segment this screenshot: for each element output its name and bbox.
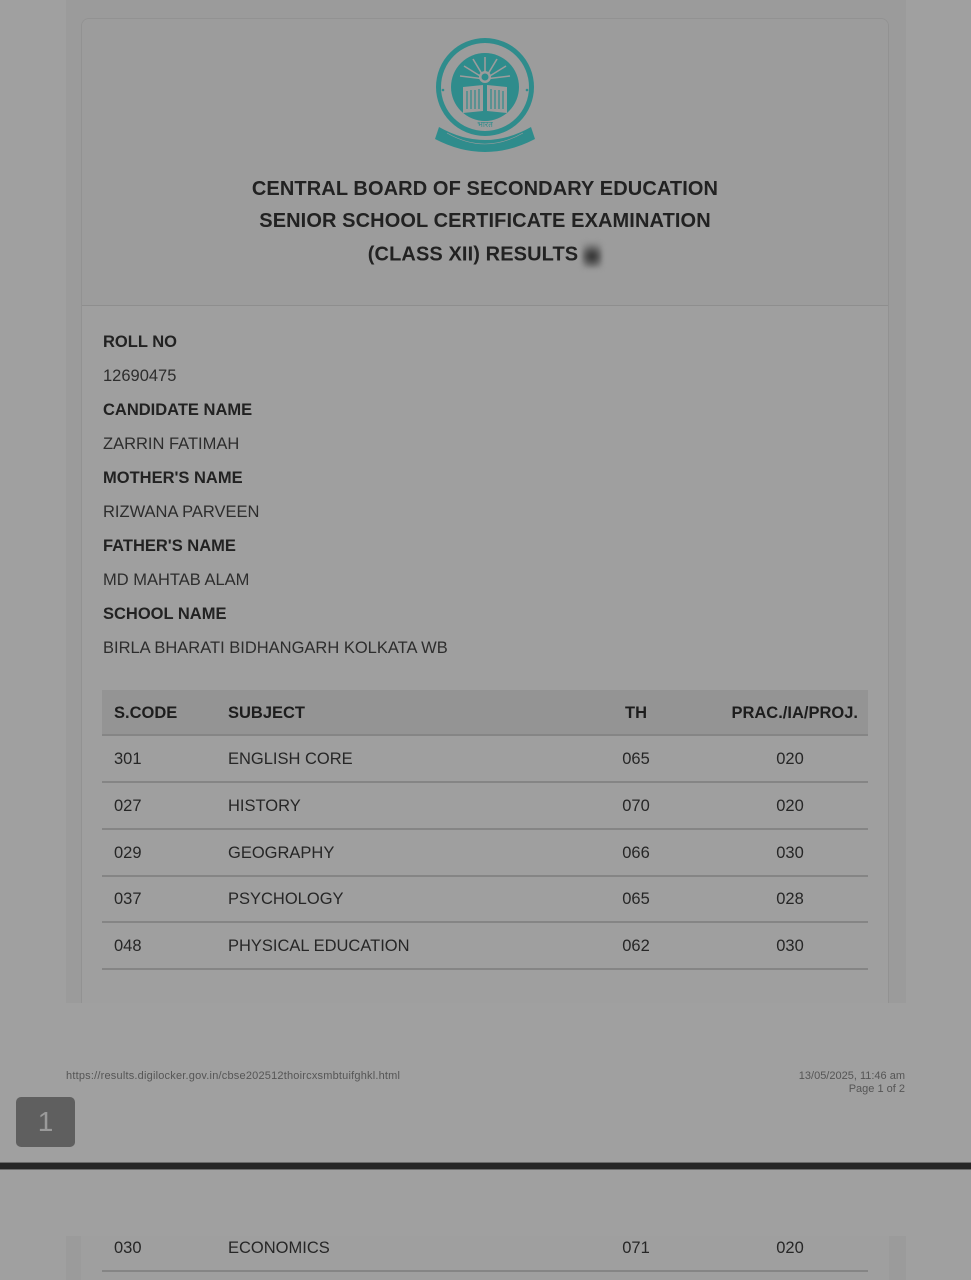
practical-marks: 030: [776, 937, 804, 955]
page-number-badge[interactable]: 1: [16, 1097, 75, 1147]
print-footer-url: https://results.digilocker.gov.in/cbse202512thoircxsmbtuifghkl.html: [66, 1070, 401, 1082]
table-row: [102, 876, 868, 923]
practical-marks: 020: [776, 1239, 804, 1257]
father-name-label: FATHER'S NAME: [103, 537, 236, 555]
subject-name: ECONOMICS: [228, 1239, 330, 1257]
roll-no-label: ROLL NO: [103, 333, 177, 351]
table-row: [102, 783, 868, 830]
practical-marks: 030: [776, 844, 804, 862]
theory-marks: 065: [622, 750, 650, 768]
results-title: [82, 242, 888, 268]
result-header: [82, 19, 888, 306]
board-title: CENTRAL BOARD OF SECONDARY EDUCATION: [251, 178, 719, 200]
candidate-name-value: ZARRIN FATIMAH: [103, 435, 240, 453]
subject-code: 030: [114, 1239, 142, 1257]
subject-code: 027: [114, 797, 142, 815]
results-title-text: (CLASS XII) RESULTS: [367, 243, 579, 266]
father-name-value: MD MAHTAB ALAM: [103, 571, 250, 589]
table-row: [102, 923, 868, 970]
subject-code: 048: [114, 937, 142, 955]
marks-table-continued: [102, 1225, 868, 1280]
mother-name-label: MOTHER'S NAME: [103, 469, 243, 487]
exam-title: SENIOR SCHOOL CERTIFICATE EXAMINATION: [259, 210, 711, 232]
school-name-label: SCHOOL NAME: [103, 605, 227, 623]
column-header-th: TH: [625, 704, 647, 722]
subject-name: HISTORY: [228, 797, 301, 815]
theory-marks: 071: [622, 1239, 650, 1257]
subject-code: 301: [114, 750, 142, 768]
table-row: [102, 830, 868, 877]
print-datetime: 13/05/2025, 11:46 am: [798, 1070, 905, 1082]
subject-name: GEOGRAPHY: [228, 844, 335, 862]
svg-text:भारत: भारत: [477, 120, 493, 129]
practical-marks: 020: [776, 750, 804, 768]
theory-marks: 062: [622, 937, 650, 955]
column-header-prac: PRAC./IA/PROJ.: [731, 704, 858, 722]
theory-marks: 065: [622, 890, 650, 908]
roll-no-value: 12690475: [103, 367, 177, 385]
table-row: [102, 1225, 868, 1272]
column-header-scode: S.CODE: [114, 704, 178, 722]
subject-name: PSYCHOLOGY: [228, 890, 344, 908]
table-row: [102, 736, 868, 783]
table-header-row: [102, 690, 868, 736]
practical-marks: 020: [776, 797, 804, 815]
school-name-value: BIRLA BHARATI BIDHANGARH KOLKATA WB: [103, 639, 448, 657]
theory-marks: 066: [622, 844, 650, 862]
marks-table: [102, 690, 868, 970]
subject-name: ENGLISH CORE: [228, 750, 353, 768]
mother-name-value: RIZWANA PARVEEN: [103, 503, 260, 521]
column-header-subject: SUBJECT: [228, 704, 306, 722]
subject-code: 037: [114, 890, 142, 908]
page-separator: [0, 1162, 971, 1170]
redacted-mark: [582, 242, 602, 268]
candidate-name-label: CANDIDATE NAME: [103, 401, 253, 419]
subject-name: PHYSICAL EDUCATION: [228, 937, 410, 955]
page-info: Page 1 of 2: [848, 1083, 905, 1095]
practical-marks: 028: [776, 890, 804, 908]
subject-code: 029: [114, 844, 142, 862]
cbse-emblem-icon: [433, 35, 537, 155]
print-footer-meta: [799, 1070, 905, 1096]
theory-marks: 070: [622, 797, 650, 815]
